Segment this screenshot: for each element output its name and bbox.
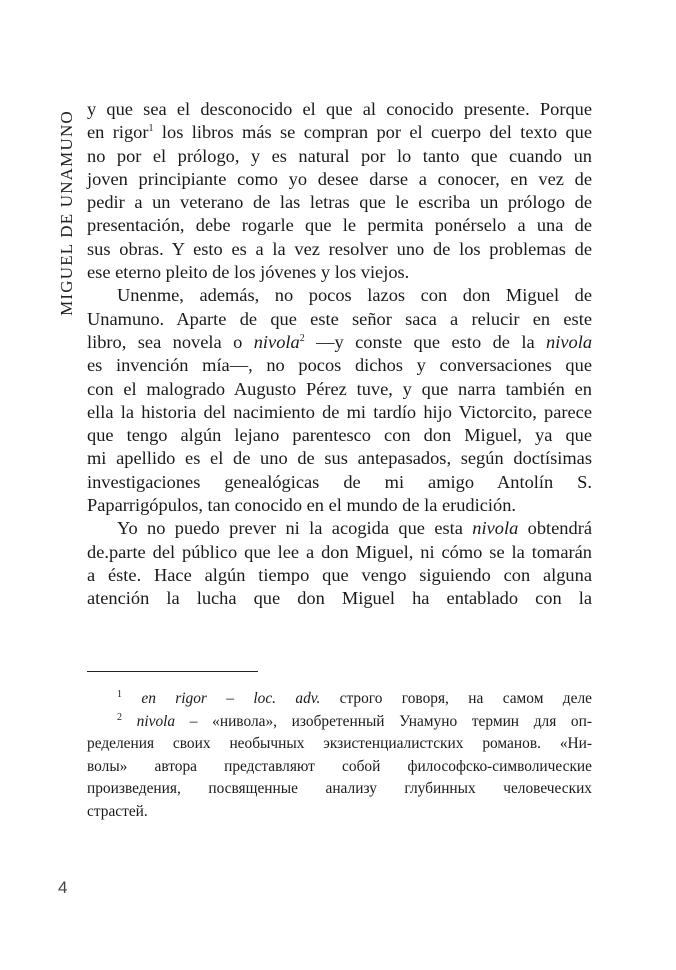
text-line: Unamuno. Aparte de que este señor saca a relucir en este	[87, 308, 592, 329]
text-line: a éste. Hace algún tiempo que vengo siguiendo con alguna	[87, 564, 592, 585]
running-head-text: MIGUEL DE UNAMUNO	[57, 110, 76, 316]
text-line: presentación, debe rogarle que le permita ponérselo a una de	[87, 215, 592, 236]
text-line: en rigor$^1$ los libros más se compran por el cuerpo del texto que	[87, 122, 592, 143]
text-line: de.parte del público que lee a don Miguel, ni cómo se la tomarán	[87, 541, 592, 562]
page-number: 4	[58, 878, 68, 897]
text-line: ella la historia del nacimiento de mi tardío hijo Victorcito, parece	[87, 401, 592, 422]
text-line: joven principiante como yo desee darse a conocer, en vez de	[87, 168, 592, 189]
text-line: atención la lucha que don Miguel ha entablado con la	[87, 588, 592, 609]
footnote-line: волы» автора представляют собой философско-символические	[87, 757, 592, 775]
text-line: libro, sea novela o nivola$^2$ —y conste que esto de la nivola	[87, 331, 593, 352]
text-line: sus obras. Y esto es a la vez resolver uno de los problemas de	[87, 238, 592, 259]
text-line: que tengo algún lejano parentesco con don Miguel, ya que	[87, 425, 592, 446]
text-line: y que sea el desconocido el que al conocido presente. Porque	[87, 99, 592, 119]
footnote-divider	[87, 671, 258, 672]
running-head	[56, 100, 78, 326]
text-line: investigaciones genealógicas de mi amigo Antolín S.	[87, 471, 592, 492]
text-line: ese eterno pleito de los jóvenes y los viejos.	[87, 262, 410, 283]
text-line: Yo no puedo prever ni la acogida que esta nivola obtendrá	[117, 518, 592, 539]
text-line: con el malogrado Augusto Pérez tuve, y que narra también en	[87, 378, 592, 399]
text-line: mi apellido es el de uno de sus antepasados, según doctísimas	[87, 448, 592, 469]
footnote-line: $^2$ nivola – «нивола», изобретенный Унамуно термин для оп-	[117, 711, 592, 730]
body-text	[87, 98, 592, 611]
text-line: es invención mía—, no pocos dichos y conversaciones que	[87, 355, 592, 376]
footnote-line: произведения, посвященные анализу глубинных человеческих	[87, 780, 592, 797]
text-line: Unenme, además, no pocos lazos con don Miguel de	[117, 285, 592, 306]
text-line: pedir a un veterano de las letras que le escriba un prólogo de	[87, 192, 592, 213]
footnote-line: $^1$ en rigor – loc. adv. строго говоря, на самом деле	[117, 688, 592, 707]
footnotes	[87, 688, 592, 823]
footnote-line: страстей.	[87, 802, 148, 820]
text-line: no por el prólogo, y es natural por lo tanto que cuando un	[87, 145, 592, 166]
text-line: Paparrigópulos, tan conocido en el mundo de la erudición.	[87, 495, 517, 516]
footnote-line: ределения своих необычных экзистенциалистских романов. «Ни-	[87, 735, 592, 752]
